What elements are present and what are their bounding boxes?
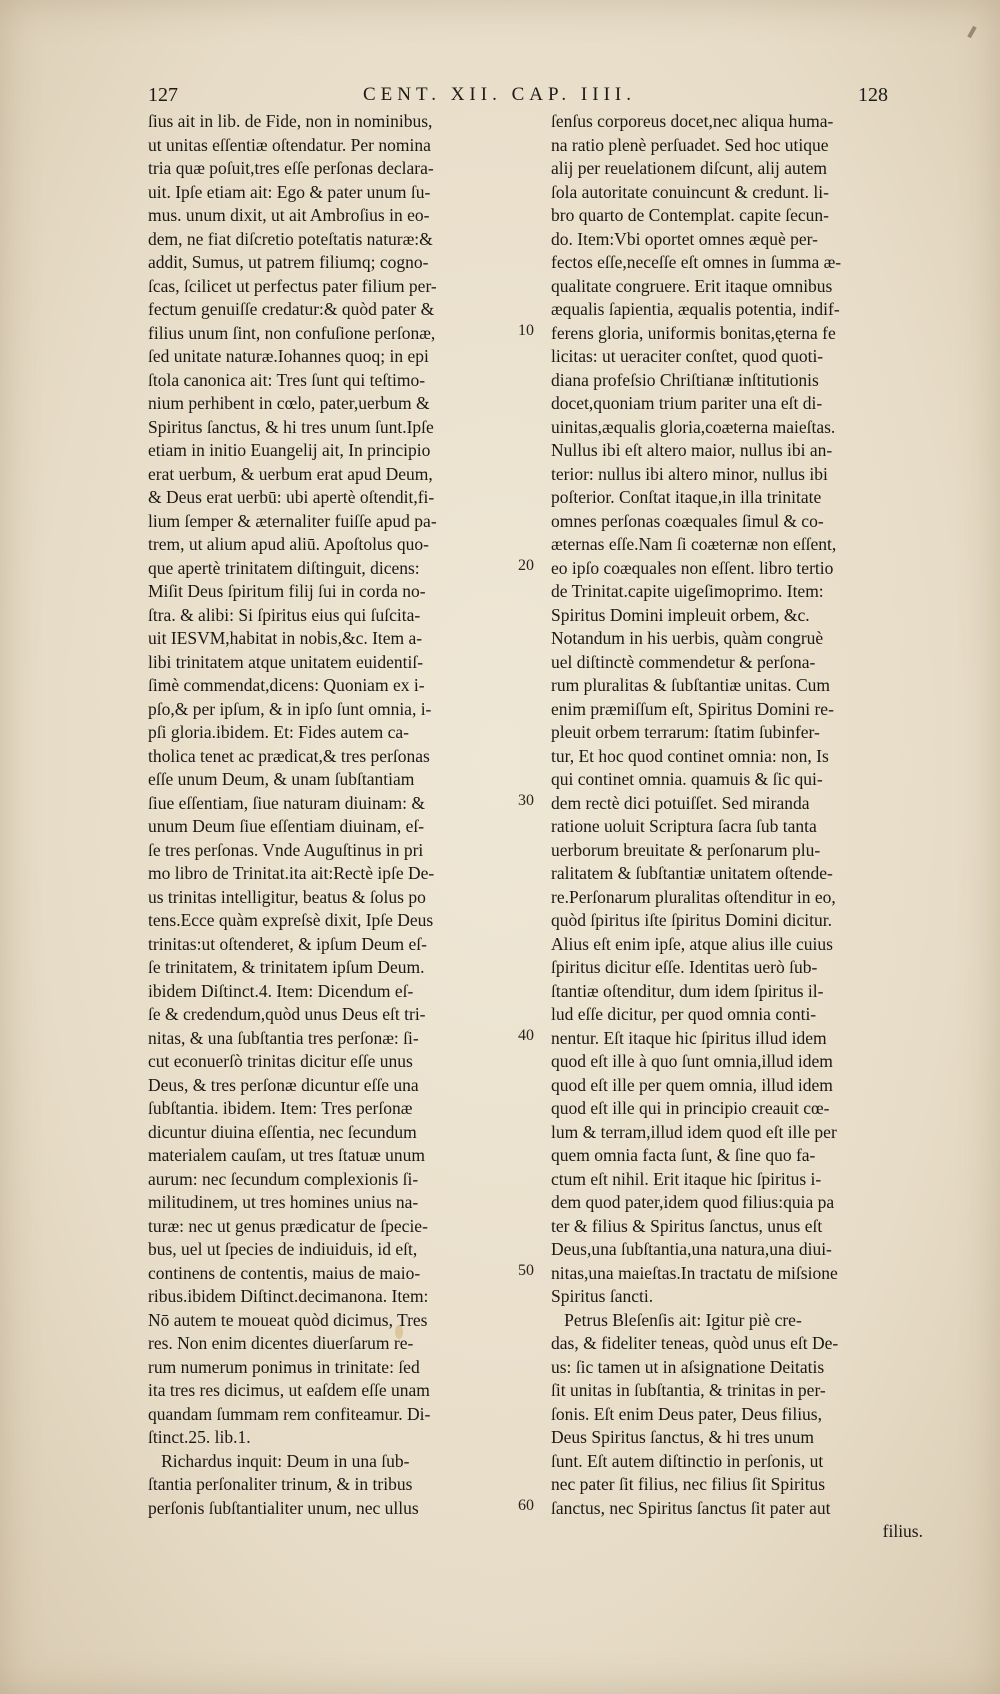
text-line: trinitas:ut oſtenderet, & ipſum Deum eſ- [148,933,427,954]
text-line: lud eſſe dicitur, per quod omnia conti- [551,1004,817,1024]
text-line: bus, uel ut ſpecies de indiuiduis, id eſt, [148,1239,418,1259]
left-text-column [148,110,520,1520]
text-line: perſonis ſubſtantialiter unum, nec ullus [148,1497,419,1518]
text-line: ſcas, ſcilicet ut perfectus pater filium per- [148,275,437,296]
text-line: omnes perſonas coæquales ſimul & co- [551,510,824,531]
text-line: ut unitas eſſentiæ oſtendatur. Per nomina [148,134,431,155]
text-line: ſe & credendum,quòd unus Deus eſt tri- [148,1004,426,1024]
text-line: quòd ſpiritus iſte ſpiritus Domini dicitur. [551,910,832,930]
text-line: tria quæ poſuit,tres eſſe perſonas declara- [148,158,434,178]
text-line: ita tres res dicimus, ut eaſdem eſſe unam [148,1380,430,1400]
text-line: ſe tres perſonas. Vnde Auguſtinus in pri [148,839,424,860]
text-line: alij per reuelationem diſcunt, alij autem [551,158,828,178]
text-line: ter & filius & Spiritus ſanctus, unus eſt [551,1215,823,1236]
text-line: licitas: ut ueraciter conſtet, quod quoti- [551,346,824,366]
text-line: das, & fideliter teneas, quòd unus eſt De- [551,1333,839,1353]
text-line: Deus Spiritus ſanctus, & hi tres unum [551,1427,814,1447]
margin-line-number: 10 [518,321,534,339]
text-line: mo libro de Trinitat.ita ait:Rectè ipſe De- [148,863,435,883]
text-line: ribus.ibidem Diſtinct.decimanona. Item: [148,1286,429,1306]
text-line: us: ſic tamen ut in aſsignatione Deitatis [551,1356,825,1377]
text-line: Nullus ibi eſt altero maior, nullus ibi an- [551,440,833,460]
text-line: ralitatem & ſubſtantiæ unitatem oſtende- [551,863,833,883]
text-line: & Deus erat uerbū: ubi apertè oſtendit,fi- [148,487,435,507]
text-line: ſtantia perſonaliter trinum, & in tribus [148,1474,413,1494]
text-line: mus. unum dixit, ut ait Ambroſius in eo- [148,205,430,225]
text-line: nitas,una maieſtas.In tractatu de miſsione [551,1262,838,1283]
text-line: uerborum breuitate & perſonarum plu- [551,839,821,860]
text-line: res. Non enim dicentes diuerſarum re- [148,1333,414,1353]
margin-line-number: 40 [518,1026,534,1044]
text-line: nec pater ſit filius, nec filius ſit Spiritus [551,1474,826,1494]
text-line: qui continet omnia. quamuis & ſic qui- [551,769,823,789]
text-line: filius. [882,1521,923,1541]
text-line: pſi gloria.ibidem. Et: Fides autem ca- [148,722,409,742]
text-line: ſonis. Eſt enim Deus pater, Deus filius, [551,1403,822,1424]
margin-line-number: 30 [518,791,534,809]
text-line: Nō autem te moueat quòd dicimus, Tres [148,1309,428,1330]
text-line: tholica tenet ac prædicat,& tres perſonas [148,745,430,766]
text-line: ſola autoritate conuincunt & credunt. li- [551,181,829,202]
text-line: unum Deum ſiue eſſentiam diuinam, eſ- [148,816,425,836]
text-line: dem rectè dici potuiſſet. Sed miranda [551,792,810,813]
margin-line-number: 60 [518,1496,534,1514]
text-line: Spiritus Domini impleuit orbem, &c. [551,604,810,625]
text-line: do. Item:Vbi oportet omnes æquè per- [551,228,818,249]
text-line: us trinitas intelligitur, beatus & ſolus po [148,886,426,907]
text-line: aurum: nec ſecundum complexionis ſi- [148,1168,419,1189]
text-line: pſo,& per ipſum, & in ipſo ſunt omnia, i- [148,698,432,719]
text-line: ratione uoluit Scriptura ſacra ſub tanta [551,816,817,836]
text-line: quod eſt ille qui in principio creauit cœ- [551,1098,830,1118]
text-line: ſit unitas in ſubſtantia, & trinitas in per- [551,1380,826,1400]
margin-line-number: 20 [518,556,534,574]
text-line: Deus,una ſubſtantia,una natura,una diui- [551,1239,832,1259]
text-line: rum pluralitas & ſubſtantiæ unitas. Cum [551,675,831,695]
text-line: enim præmiſſum eſt, Spiritus Domini re- [551,698,834,719]
text-line: eſſe unum Deum, & unam ſubſtantiam [148,769,415,789]
text-line: erat uerbum, & uerbum erat apud Deum, [148,463,433,484]
text-line: ſenſus corporeus docet,nec aliqua huma- [551,111,834,131]
text-line: Notandum in his uerbis, quàm congruè [551,628,824,648]
text-line: ibidem Diſtinct.4. Item: Dicendum eſ- [148,980,414,1001]
text-line: quem omnia facta ſunt, & ſine quo fa- [551,1145,816,1165]
text-line: ſius ait in lib. de Fide, non in nominibus, [148,111,433,131]
left-page-number: 127 [148,84,178,106]
text-line: ſtantiæ oſtenditur, dum idem ſpiritus il- [551,980,824,1001]
text-line: cut econuerſò trinitas dicitur eſſe unus [148,1051,413,1071]
text-line: ſubſtantia. ibidem. Item: Tres perſonæ [148,1098,413,1118]
text-line: uel diſtinctè commendetur & perſona- [551,651,816,672]
text-line: etiam in initio Euangelij ait, In principio [148,440,431,460]
running-head-title: CENT. XII. CAP. IIII. [363,84,636,105]
text-line: æqualis ſapientia, æqualis potentia, indif- [551,299,840,319]
text-line: militudinem, ut tres homines unius na- [148,1192,419,1212]
text-line: turæ: nec ut genus prædicatur de ſpecie- [148,1215,428,1236]
text-line: pleuit orbem terrarum: ſtatim ſubinfer- [551,722,820,742]
right-text-column [551,110,923,1544]
margin-line-number: 50 [518,1261,534,1279]
text-line: quandam ſummam rem confiteamur. Di- [148,1403,431,1424]
text-line: dem, ne fiat diſcretio poteſtatis naturæ:& [148,228,433,249]
text-line: uit. Ipſe etiam ait: Ego & pater unum ſu- [148,181,431,202]
text-line: Deus, & tres perſonæ dicuntur eſſe una [148,1074,419,1095]
text-line: ſanctus, nec Spiritus ſanctus ſit pater aut [551,1497,831,1518]
text-line: lum & terram,illud idem quod eſt ille per [551,1121,837,1142]
text-line: quod eſt ille per quem omnia, illud idem [551,1074,833,1095]
text-line: æternas eſſe.Nam ſi coæternæ non eſſent, [551,534,837,554]
text-line: tur, Et hoc quod continet omnia: non, Is [551,745,829,766]
text-line: continens de contentis, maius de maio- [148,1262,421,1283]
text-line: ctum eſt nihil. Erit itaque hic ſpiritus i- [551,1168,822,1189]
running-header [148,84,888,110]
text-line: de Trinitat.capite uigeſimoprimo. Item: [551,581,824,601]
text-line: Miſit Deus ſpiritum filij ſui in corda no- [148,581,426,601]
text-line: ſed unitate naturæ.Iohannes quoq; in epi [148,346,429,366]
text-line: bro quarto de Contemplat. capite ſecun- [551,205,829,225]
text-line: ſtola canonica ait: Tres ſunt qui teſtimo- [148,369,426,390]
text-line: dicuntur diuina eſſentia, nec ſecundum [148,1121,417,1142]
corner-mark [967,26,976,38]
text-line: re.Perſonarum pluralitas oſtenditur in eo, [551,886,836,907]
text-line: qualitate congruere. Erit itaque omnibus [551,275,833,296]
text-line: trem, ut alium apud aliū. Apoſtolus quo- [148,534,429,554]
text-line: ſpiritus dicitur eſſe. Identitas uerò ſub- [551,957,818,977]
text-line: eo ipſo coæquales non eſſent. libro tertio [551,557,834,578]
text-line: Spiritus ſanctus, & hi tres unum ſunt.Ipſe [148,416,434,437]
text-line: ſimè commendat,dicens: Quoniam ex i- [148,675,425,695]
text-line: dem quod pater,idem quod filius:quia pa [551,1192,835,1212]
text-line: libi trinitatem atque unitatem euidentiſ- [148,651,424,672]
right-page-number: 128 [858,84,888,106]
text-line: fectos eſſe,neceſſe eſt omnes in ſumma æ- [551,252,842,272]
text-line: Richardus inquit: Deum in una ſub- [148,1450,410,1471]
text-line: Spiritus ſancti. [551,1286,654,1306]
text-line: quod eſt ille à quo ſunt omnia,illud idem [551,1051,833,1071]
text-line: lium ſemper & æternaliter fuiſſe apud pa- [148,510,437,531]
text-line: uinitas,æqualis gloria,coæterna maieſtas. [551,416,836,437]
text-line: fectum genuiſſe credatur:& quòd pater & [148,299,435,319]
text-line: poſterior. Conſtat itaque,in illa trinitate [551,487,822,507]
text-line: nium perhibent in cœlo, pater,uerbum & [148,393,430,413]
text-line: uit IESVM,habitat in nobis,&c. Item a- [148,628,423,648]
text-line: que apertè trinitatem diſtinguit, dicens: [148,557,420,578]
text-line: nentur. Eſt itaque hic ſpiritus illud idem [551,1027,827,1048]
text-line: materialem cauſam, ut tres ſtatuæ unum [148,1145,426,1165]
text-line: terior: nullus ibi altero minor, nullus ibi [551,463,828,484]
text-line: ſunt. Eſt autem diſtinctio in perſonis, ut [551,1450,824,1471]
text-line: tens.Ecce quàm expreſsè dixit, Ipſe Deus [148,910,434,930]
text-line: ſiue eſſentiam, ſiue naturam diuinam: & [148,792,426,813]
text-line: ſtinct.25. lib.1. [148,1427,251,1447]
text-line: rum numerum ponimus in trinitate: ſed [148,1356,420,1377]
text-line: diana profeſsio Chriſtianæ inſtitutionis [551,369,819,390]
text-line: addit, Sumus, ut patrem filiumq; cogno- [148,252,429,272]
text-line: filius unum ſint, non confuſione perſonæ, [148,322,436,343]
text-line: Alius eſt enim ipſe, atque alius ille cuius [551,933,833,954]
text-line: docet,quoniam trium pariter una eſt di- [551,393,823,413]
text-line: ferens gloria, uniformis bonitas,ęterna fe [551,322,836,343]
text-line: nitas, & una ſubſtantia tres perſonæ: ſi- [148,1027,419,1048]
text-line: ſtra. & alibi: Si ſpiritus eius qui ſuſcita- [148,604,421,625]
text-line: ſe trinitatem, & trinitatem ipſum Deum. [148,957,425,977]
text-line: na ratio plenè perſuadet. Sed hoc utique [551,134,829,155]
text-line: Petrus Bleſenſis ait: Igitur piè cre- [551,1309,802,1330]
